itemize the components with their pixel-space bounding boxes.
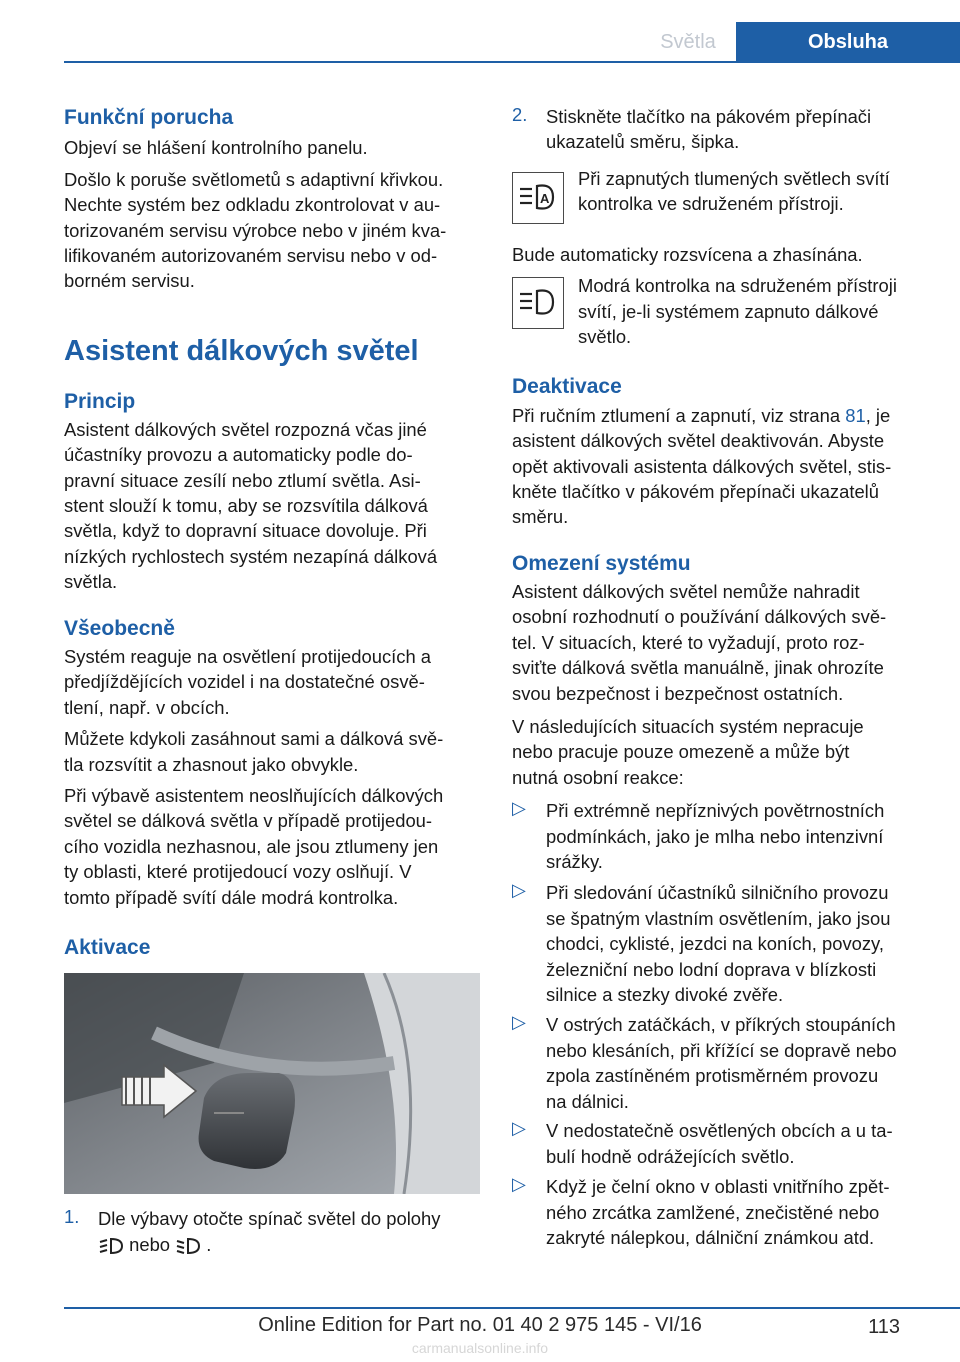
heading-princip: Princip: [64, 389, 136, 413]
paragraph: Systém reaguje na osvětlení protijedoucích a předjíždějících vozidel i na dostatečné osvě- tlení, např. v obcích.: [64, 645, 432, 718]
low-beam-icon: [175, 1236, 201, 1256]
page-link-81[interactable]: 81: [845, 404, 866, 426]
triangle-bullet-icon: ▷: [512, 1174, 526, 1195]
lever-illustration: [64, 973, 480, 1194]
heading-aktivace: Aktivace: [64, 936, 151, 960]
paragraph: Bude automaticky rozsvícena a zhasínána.: [512, 244, 863, 265]
triangle-bullet-icon: ▷: [512, 1012, 526, 1033]
footer-edition: Online Edition for Part no. 01 40 2 975 145 - VI/16: [258, 1314, 702, 1336]
paragraph: Při výbavě asistentem neoslňujících dálkových světel se dálková světla v případě protijedou- cího vozidla nezhasnou, ale jsou ztlumeny jen ty oblasti, které protijedoucí vozy oslňují. V tomto případě svítí dále modrá kontrolka.: [64, 785, 444, 908]
list-item: ▷ V ostrých zatáčkách, v příkrých stoupáních nebo klesáních, při křížící se dopravě nebo zpola zastíněném protisměrném provozu na dálnici.: [512, 1012, 897, 1112]
auto-light-icon: [98, 1236, 124, 1256]
step-text: Dle výbavy otočte spínač světel do polohy nebo .: [98, 1208, 441, 1255]
figure-light-switch-lever: [64, 973, 480, 1194]
step-number: 1.: [64, 1206, 80, 1228]
step-2: [512, 104, 928, 158]
header-chapter-tab: Obsluha: [736, 22, 960, 62]
heading-funkcni-porucha: Funkční porucha: [64, 106, 234, 129]
list-item: ▷ Když je čelní okno v oblasti vnitřního zpět- ného zrcátka zamlžené, znečistěné nebo zakryté nálepkou, dálniční známkou atd.: [512, 1174, 890, 1249]
paragraph: Při ručním ztlumení a zapnutí, viz strana 81, je asistent dálkových světel deaktivován. Abyste opět aktivovali asistenta dálkových světel, stis- kněte tlačítko v pákovém přepínači ukazatelů směru.: [512, 404, 892, 528]
header-divider: [64, 61, 960, 63]
step-number: 2.: [512, 104, 528, 125]
left-column: [64, 100, 484, 1266]
watermark: carmanualsonline.info: [411, 1340, 549, 1356]
paragraph: Můžete kdykoli zasáhnout sami a dálková svě- tla rozsvítit a zhasnout jako obvykle.: [64, 728, 444, 775]
paragraph: Objeví se hlášení kontrolního panelu.: [64, 137, 368, 159]
high-beam-assistant-icon: [512, 172, 564, 224]
svg-text:A: A: [540, 191, 550, 206]
heading-vseobecne: Všeobecně: [64, 616, 175, 640]
note-high-beam: [512, 273, 928, 353]
note-low-beam: [512, 168, 928, 232]
note-text: Při zapnutých tlumených světlech svítí kontrolka ve sdruženém přístroji.: [578, 168, 890, 215]
note-text: Modrá kontrolka na sdruženém přístroji svítí, je-li systémem zapnuto dálkové světlo.: [578, 275, 897, 348]
paragraph: Asistent dálkových světel rozpozná včas jiné účastníky provozu a automaticky podle do- pravní situace zesílí nebo ztlumí světla. Asi- stent slouží k tomu, aby se rozsvítila dálková světla, když to dopravní situace dovoluje. Při nízkých rychlostech systém nezapíná dálková světla.: [64, 418, 438, 593]
paragraph: Asistent dálkových světel nemůže nahradit osobní rozhodnutí o používání dálkových svě- tel. V situacích, které to vyžadují, proto roz- sviťte dálková světla manuálně, jinak ohrozíte svou bezpečnost i bezpečnost ostatních.: [512, 581, 887, 704]
heading-deaktivace: Deaktivace: [512, 375, 622, 399]
high-beam-icon: [512, 277, 564, 329]
right-column: [512, 100, 928, 1258]
footer-divider: [64, 1307, 960, 1309]
heading-omezeni-systemu: Omezení systému: [512, 551, 691, 575]
list-item: ▷ Při sledování účastníků silničního provozu se špatným vlastním osvětlením, jako jsou chodci, cyklisté, jezdci na koních, povozy, železniční nebo lodní doprava v blízkosti silnice a stezky divoké zvěře.: [512, 880, 891, 1005]
heading-asistent-dalkovych-svetel: Asistent dálkových světel: [64, 334, 419, 367]
step-text: Stiskněte tlačítko na pákovém přepínači ukazatelů směru, šipka.: [546, 106, 872, 153]
limitations-list: [512, 798, 928, 1258]
triangle-bullet-icon: ▷: [512, 798, 526, 819]
paragraph: Došlo k poruše světlometů s adaptivní křivkou. Nechte systém bez odkladu zkontrolovat v au- torizovaném servisu výrobce nebo v jiném kva- lifikovaném autorizovaném servisu nebo v od- borném servisu.: [64, 168, 447, 292]
triangle-bullet-icon: ▷: [512, 880, 526, 901]
list-item: ▷ Při extrémně nepříznivých povětrnostních podmínkách, jako je mlha nebo intenzivní srážky.: [512, 798, 885, 873]
step-1: [64, 1206, 484, 1266]
header-section-tab: Světla: [660, 31, 716, 53]
triangle-bullet-icon: ▷: [512, 1118, 526, 1139]
list-item: ▷ V nedostatečně osvětlených obcích a u ta- bulí hodně odrážejících světlo.: [512, 1118, 893, 1167]
paragraph: V následujících situacích systém nepracuje nebo pracuje pouze omezeně a může být nutná osobní reakce:: [512, 716, 864, 788]
page-number: 113: [868, 1316, 900, 1338]
